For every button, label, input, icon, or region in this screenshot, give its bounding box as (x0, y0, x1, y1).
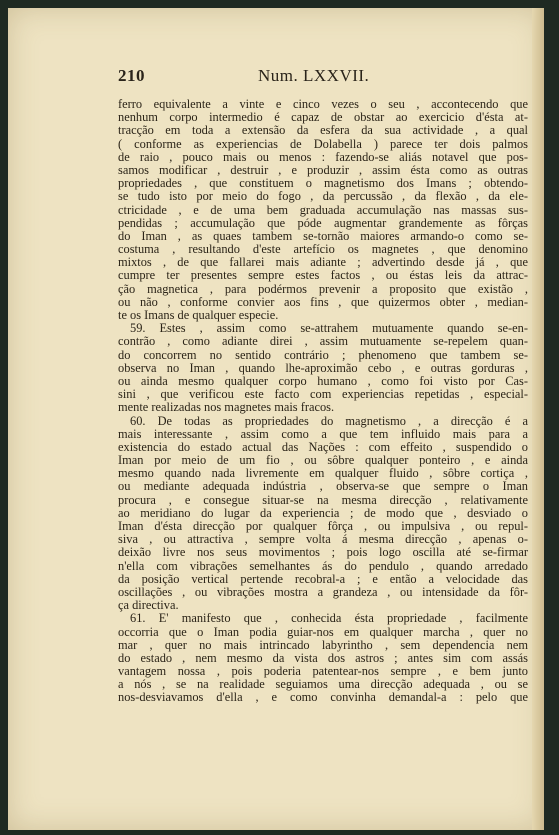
text-line: de raio , pouco mais ou menos : fazendo-se aliás notavel que pos- (118, 150, 528, 164)
text-line: n'ella com vibrações semelhantes ás do pendulo , quando arredado (118, 559, 528, 573)
text-line: vantagem nossa , pois poderia patentear-nos sempre , e bem junto (118, 665, 528, 679)
text-line: ça directiva. (118, 599, 179, 613)
text-line: do Iman , as quaes tambem se-tornão maiores armando-o como se- (118, 229, 528, 243)
text-line: ( conforme as experiencias de Dolabella ) parece ter dois palmos (118, 137, 528, 151)
text-line: ou mediante adequada indústria , observa-se que sempre o Iman (118, 480, 528, 494)
text-line: do concorrem no sentido contrário ; phenomeno que tambem se- (118, 348, 528, 362)
text-line: nenhum corpo intermedio é capaz de obstar ao exercicio d'ésta at- (118, 111, 528, 125)
text-line: ou ainda mesmo qualquer corpo humano , como foi visto por Cas- (118, 374, 528, 388)
text-line: deixão livre nos seus movimentos ; pois logo oscilla até se-firmar (118, 546, 528, 560)
text-line: occorria que o Iman podia guiar-nos em qualquer marcha , quer no (118, 625, 528, 639)
text-line: contrão , como adiante direi , assim mutuamente se-repelem quan- (118, 335, 528, 349)
text-line: 60. De todas as propriedades do magnetismo , a direcção é a (130, 414, 528, 428)
text-line: mar , quer no mais intrincado labyrintho , sem dependencia nem (118, 638, 528, 652)
text-line: costuma , resultando d'este artefício os magnetes , que denomino (118, 243, 528, 257)
text-line: ao meridiano do lugar da experiencia ; de modo que , desviado o (118, 506, 528, 520)
text-line: do estado , nem mesmo da vista dos astros ; antes sim com assás (118, 651, 528, 665)
text-line: pendidas ; accumulação que póde augmentar grandemente as fôrças (118, 216, 528, 230)
text-line: da posição vertical pertende recobral-a ; e então a velocidade das (118, 572, 528, 586)
text-line: oscillações , ou vibrações mostra a grandeza , ou intensidade da fôr- (118, 585, 528, 599)
text-line: ctricidade , e de uma bem graduada accumulação nas massas sus- (118, 203, 528, 217)
page-header (118, 66, 528, 90)
text-line: mais interessante , assim como a que tem influido mais para a (118, 427, 528, 441)
text-line: procura , e consegue situar-se na mesma direcção , relativamente (118, 493, 528, 507)
text-line: ou não , conforme convier aos fins , que quizermos obter , median- (118, 295, 528, 309)
text-line: observa no Iman , quando lhe-aproximão cebo , e outras gorduras , (118, 361, 528, 375)
text-line: cumpre ter presentes sempre estes factos , ou éstas leis da attrac- (118, 269, 528, 283)
text-line: se tudo isto por meio do fogo , da percussão , da flexão , da ele- (118, 190, 528, 204)
text-line: Iman por meio de um fio , ou sôbre qualquer ponteiro , e ainda (118, 454, 528, 468)
text-line: nos-desviavamos d'ella , e como convinha demandal-a : pelo que (118, 691, 528, 705)
text-line: mesmo quando nada livremente em qualquer fluido , sôbre cortiça , (118, 467, 528, 481)
text-line: sini , que verificou este facto com experiencias repetidas , especial- (118, 388, 528, 402)
text-line: a nós , se na realidade seguiamos uma direcção adequada , ou se (118, 678, 528, 692)
text-line: 61. E' manifesto que , conhecida ésta propriedade , facilmente (130, 612, 528, 626)
text-line: samos modificar , destruir , e produzir , assim ésta como as outras (118, 163, 528, 177)
page-edge (532, 8, 544, 830)
text-line: tracção em toda a extensão da esfera da sua actividade , a qual (118, 124, 528, 138)
page-number: 210 (118, 66, 145, 85)
text-line: ferro equivalente a vinte e cinco vezes o seu , accontecendo que (118, 98, 528, 111)
text-line: siva , ou attractiva , sempre volta á mesma direcção , apenas o- (118, 533, 528, 547)
text-line: ção magnetica , para podérmos prevenir a proposito que existão , (118, 282, 528, 296)
text-line: mixtos , de que fallarei mais adiante ; advertindo desde já , que (118, 256, 528, 270)
text-line: existencia do estado actual das Nações : com effeito , suspendido o (118, 440, 528, 454)
text-line: Iman d'ésta direcção por qualquer fôrça , ou impulsiva , ou repul- (118, 520, 528, 533)
running-head: Num. LXXVII. (258, 66, 370, 85)
text-line: te os Imans de qualquer especie. (118, 309, 279, 322)
body-text (118, 98, 528, 705)
text-line: propriedades , que constituem o magnetismo dos Imans ; obtendo- (118, 177, 528, 191)
text-line: 59. Estes , assim como se-attrahem mutuamente quando se-en- (130, 322, 528, 336)
text-line: mente realizadas nos magnetes mais fracos. (118, 401, 335, 415)
